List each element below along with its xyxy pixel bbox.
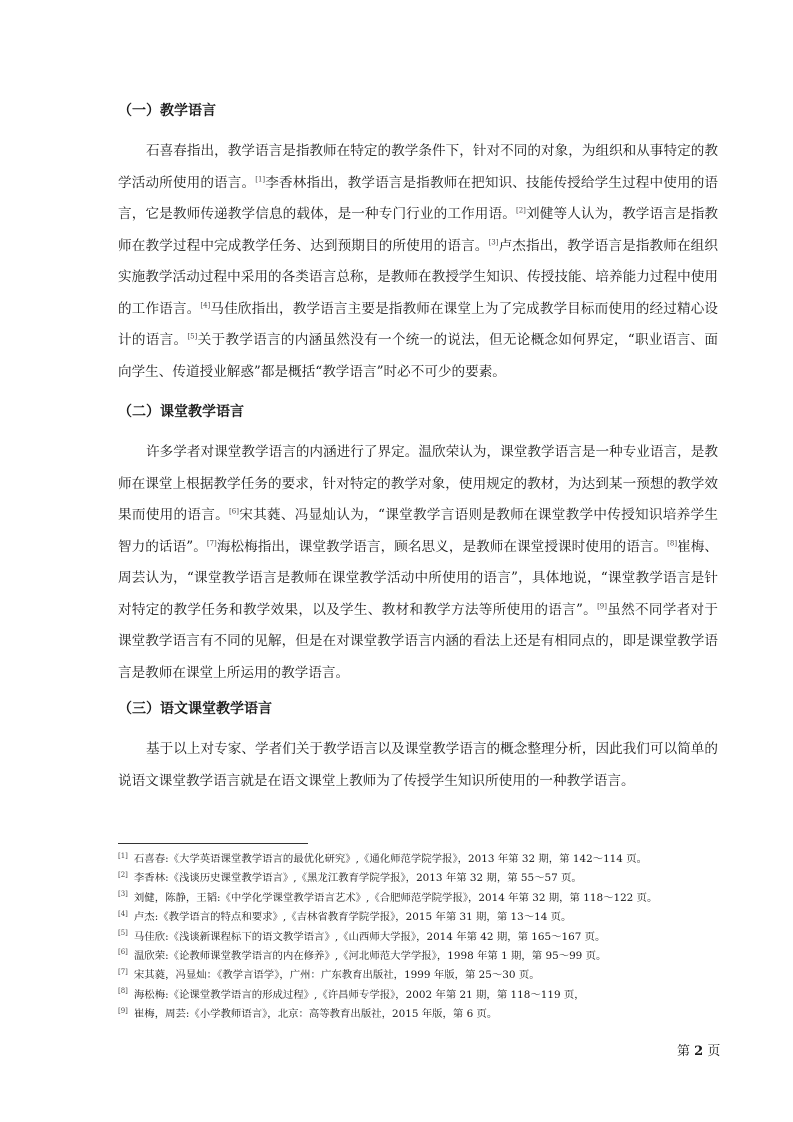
footnote-mark: [3] [118, 890, 128, 899]
footnote-item [118, 1005, 738, 1024]
paragraph-text: 崔梅、周芸认为，“课堂教学语言是教师在课堂教学活动中所使用的语言”，具体地说，“课堂教学语言是针对特定的教学任务和教学效果，以及学生、教材和教学方法等所使用的语言”。 [118, 538, 718, 618]
footnote-mark: [7] [118, 967, 128, 976]
citation-mark: [4] [200, 300, 211, 309]
citation-mark: [8] [667, 538, 678, 547]
paragraph-text: 基于以上对专家、学者们关于教学语言以及课堂教学语言的概念整理分析，因此我们可以简单的说语文课堂教学语言就是在语文课堂上教师为了传授学生知识所使用的一种教学语言。 [118, 741, 718, 789]
section-heading-2: （二）课堂教学语言 [118, 404, 244, 420]
footnote-mark: [2] [118, 870, 128, 879]
paragraph-text: 李香林指出，教学语言是指教师在把知识、技能传授给学生过程中使用的语言，它是教师传递教学信息的载体，是一种专门行业的工作用语。 [118, 174, 719, 222]
footnote-item [118, 908, 738, 927]
paragraph-text: 许多学者对课堂教学语言的内涵进行了界定。温欣荣认为，课堂教学语言是一种专业语言，是教师在课堂上根据教学任务的要求，针对特定的教学对象，使用规定的教材，为达到某一预想的教学效果而使用的语言。 [118, 444, 718, 523]
footnotes [118, 850, 738, 1025]
citation-mark: [2] [515, 206, 526, 215]
paragraph-text: 宋其蕤、冯显灿认为，“课堂教学言语则是教师在课堂教学中传授知识培养学生智力的话语”。 [118, 507, 719, 555]
footnote-text: 温欣荣:《论教师课堂教学语言的内在修养》,《河北师范大学学报》，1998 年第 1 期，第 95～99 页。 [133, 949, 607, 962]
footnote-text: 石喜春:《大学英语课堂教学语言的最优化研究》,《通化师范学院学报》，2013 年第 32 期，第 142～114 页。 [133, 853, 647, 865]
footnote-item [118, 928, 738, 947]
page-number [677, 1040, 720, 1059]
footnote-item [118, 850, 738, 869]
page-number-prefix: 第 [677, 1044, 691, 1059]
footnote-mark: [8] [118, 987, 128, 996]
footnote-mark: [6] [118, 948, 128, 957]
footnote-mark: [4] [118, 909, 128, 918]
section-1-paragraph [118, 136, 718, 388]
citation-mark: [3] [488, 237, 499, 246]
paragraph-text: 虽然不同学者对于课堂教学语言有不同的见解，但是在对课堂教学语言内涵的看法上还是有相同点的，即是课堂教学语言是教师在课堂上所运用的教学语言。 [118, 601, 719, 681]
footnote-mark: [1] [118, 851, 128, 860]
paragraph-text: 刘健等人认为，教学语言是指教师在教学过程中完成教学任务、达到预期目的所使用的语言。 [118, 206, 719, 254]
section-3-paragraph [118, 734, 718, 797]
footnote-item [118, 986, 738, 1005]
footnote-text: 刘健，陈静，王韬:《中学化学课堂教学语言艺术》,《合肥师范学院学报》，2014 年第 32 期，第 118～122 页。 [133, 891, 658, 904]
citation-mark: [7] [206, 538, 217, 547]
page-number-suffix: 页 [707, 1044, 721, 1059]
footnote-item [118, 947, 738, 966]
paragraph-text: 海松梅指出，课堂教学语言，顾名思义，是教师在课堂授课时使用的语言。 [216, 538, 668, 555]
page-number-value: 2 [694, 1044, 704, 1059]
paragraph-text: 石喜春指出，教学语言是指教师在特定的教学条件下，针对不同的对象，为组织和从事特定的教学活动所使用的语言。 [118, 143, 718, 191]
footnote-text: 宋其蕤，冯显灿：《教学言语学》，广州：广东教育出版社，1999 年版，第 25～30 页。 [133, 969, 540, 982]
footnote-mark: [9] [118, 1006, 128, 1015]
section-heading-3: （三）语文课堂教学语言 [118, 701, 272, 717]
section-heading-1: （一）教学语言 [118, 103, 216, 119]
footnote-item [118, 889, 738, 908]
footnote-text: 李香林:《浅谈历史课堂教学语言》,《黑龙江教育学院学报》，2013 年第 32 期，第 55～57 页。 [133, 872, 582, 885]
paragraph-text: 关于教学语言的内涵虽然没有一个统一的说法，但无论概念如何界定，“职业语言、面向学生、传道授业解惑”都是概括“教学语言”时必不可少的要素。 [118, 332, 718, 380]
paragraph-text: 卢杰指出，教学语言是指教师在组织实施教学活动过程中采用的各类语言总称，是教师在教授学生知识、传授技能、培养能力过程中使用的工作语言。 [118, 237, 719, 317]
footnote-text: 卢杰:《教学语言的特点和要求》,《吉林省教育学院学报》，2015 年第 31 期，第 13～14 页。 [133, 911, 572, 924]
citation-mark: [6] [229, 507, 239, 516]
footnote-mark: [5] [118, 929, 128, 938]
footnote-text: 崔梅，周芸:《小学教师语言》，北京：高等教育出版社，2015 年版，第 6 页。 [133, 1008, 498, 1021]
footnote-text: 马佳欣:《浅谈新课程标下的语文教学语言》,《山西师大学报》，2014 年第 42 期，第 165～167 页。 [133, 930, 606, 943]
footnote-item [118, 869, 738, 888]
citation-mark: [9] [597, 601, 607, 610]
footnote-item [118, 966, 738, 985]
footnote-separator [118, 843, 308, 844]
citation-mark: [5] [187, 332, 198, 341]
footnote-text: 海松梅:《论课堂教学语言的形成过程》,《许昌师专学报》，2002 年第 21 期，第 118～119 页， [133, 988, 585, 1001]
section-2-paragraph [118, 437, 718, 689]
citation-mark: [1] [255, 174, 266, 183]
paragraph-text: 马佳欣指出，教学语言主要是指教师在课堂上为了完成教学目标而使用的经过精心设计的语言。 [118, 300, 719, 348]
